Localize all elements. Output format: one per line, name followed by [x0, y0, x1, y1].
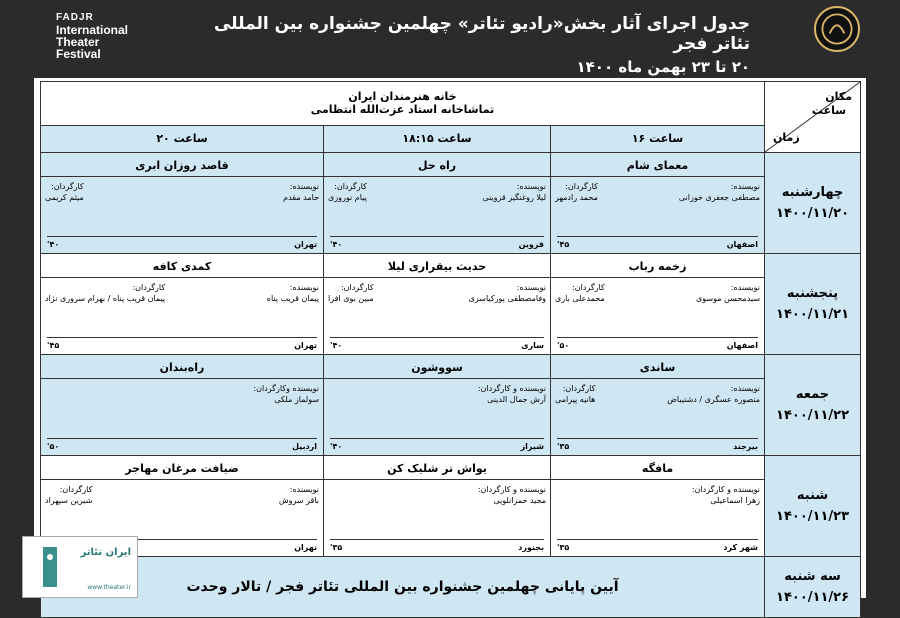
- writer-label: نویسنده و کارگردان:: [477, 485, 547, 494]
- show-title: یواش تر شلیک کن: [324, 456, 550, 480]
- schedule-title: [190, 14, 750, 76]
- iran-theater-watermark: [22, 536, 138, 598]
- day-date: ۱۴۰۰/۱۱/۲۶: [776, 590, 850, 605]
- corner-header: [765, 82, 861, 153]
- director-name: شیرین سپهراد: [45, 496, 93, 505]
- show-city: بیرجند: [733, 442, 759, 451]
- writer-name: سیدمحسن موسوی: [695, 294, 761, 303]
- day-name: جمعه: [795, 387, 830, 402]
- show-city: اصفهان: [726, 341, 759, 350]
- writer-label: نویسنده:: [289, 485, 320, 494]
- show-duration: ۳۵': [330, 543, 343, 552]
- show-city: شهر کرد: [723, 543, 759, 552]
- writer-name: آرش جمال الدینی: [487, 395, 547, 404]
- fadjr-festival-logo: [56, 12, 128, 60]
- day-cell: [765, 153, 861, 254]
- director-label: کارگردان:: [334, 182, 367, 191]
- day-row: [41, 254, 861, 355]
- director-label: کارگردان:: [51, 182, 84, 191]
- show-credits: [324, 278, 550, 308]
- show-credits: [324, 480, 550, 510]
- writer-label: نویسنده و کارگردان:: [477, 384, 547, 393]
- schedule-table: [40, 81, 861, 618]
- show-title: حدیث بیقراری لیلا: [324, 254, 550, 278]
- director-name: میثم کریمی: [45, 193, 84, 202]
- day-cell: [765, 254, 861, 355]
- day-cell: [765, 456, 861, 557]
- writer-name: مجید حمزانلویی: [493, 496, 547, 505]
- schedule-sheet: [34, 78, 866, 605]
- title-line-1: جدول اجرای آثار بخش«رادیو تئاتر» چهلمین جشنواره بین المللی تئاتر فجر: [213, 14, 750, 54]
- show-title: ضیافت مرغان مهاجر: [41, 456, 323, 480]
- director-name: پیام نوروزی: [328, 193, 367, 202]
- show-cell: [41, 254, 324, 355]
- show-title: راه حل: [324, 153, 550, 177]
- show-city: بجنورد: [518, 543, 545, 552]
- theater-mask-icon: [31, 542, 71, 592]
- show-cell: [551, 254, 765, 355]
- show-cell: [551, 355, 765, 456]
- day-date: ۱۴۰۰/۱۱/۲۲: [776, 408, 850, 423]
- writer-label: نویسنده:: [516, 182, 547, 191]
- show-credits: [324, 177, 550, 207]
- venue-name: خانه هنرمندان ایران: [348, 90, 457, 103]
- show-credits: [551, 480, 764, 510]
- writer-name: مصطفی جعفری خوزانی: [678, 193, 761, 202]
- show-city: قزوین: [518, 240, 545, 249]
- slot-20: ساعت ۲۰: [41, 125, 324, 152]
- writer-label: نویسنده:: [289, 283, 320, 292]
- show-title: کمدی کافه: [41, 254, 323, 278]
- show-footer: [330, 337, 544, 350]
- show-cell: [41, 153, 324, 254]
- show-title: مافگه: [551, 456, 764, 480]
- show-title: راه‌بندان: [41, 355, 323, 379]
- show-cell: [41, 355, 324, 456]
- show-duration: ۴۰': [47, 240, 60, 249]
- day-name: سه شنبه: [784, 569, 841, 584]
- show-duration: ۵۰': [47, 442, 60, 451]
- show-city: تهران: [294, 543, 318, 552]
- director-label: کارگردان:: [340, 283, 374, 292]
- closing-ceremony: آیین پایانی چهلمین جشنواره بین المللی تئاتر فجر / تالار وحدت: [41, 557, 765, 618]
- day-name: چهارشنبه: [781, 185, 844, 200]
- day-name: شنبه: [796, 488, 829, 503]
- slot-16: ساعت ۱۶: [551, 125, 765, 152]
- writer-label: نویسنده:: [730, 182, 761, 191]
- show-footer: [557, 438, 758, 451]
- director-label: کارگردان:: [562, 384, 596, 393]
- label-time: زمان: [773, 131, 800, 144]
- show-footer: [330, 539, 544, 552]
- director-label: کارگردان:: [565, 182, 598, 191]
- watermark-url: www.theater.ir: [87, 584, 131, 591]
- show-credits: [41, 278, 323, 308]
- writer-label: نویسنده:: [730, 283, 761, 292]
- show-duration: ۴۵': [557, 240, 570, 249]
- writer-label: نویسنده:: [516, 283, 547, 292]
- show-city: تهران: [294, 240, 318, 249]
- page-header: [0, 0, 900, 78]
- show-title: ساندی: [551, 355, 764, 379]
- show-duration: ۴۰': [330, 341, 343, 350]
- day-name: پنجشنبه: [786, 286, 839, 301]
- writer-name: منصوره عسگری / دشتیباض: [667, 395, 761, 404]
- writer-label: نویسنده:: [289, 182, 320, 191]
- writer-name: سولماز ملکی: [274, 395, 320, 404]
- show-credits: [551, 278, 764, 308]
- show-title: سووشون: [324, 355, 550, 379]
- label-hour: ساعت: [811, 104, 847, 117]
- show-cell: [324, 254, 551, 355]
- day-cell: [765, 557, 861, 618]
- show-duration: ۵۰': [557, 341, 570, 350]
- show-city: ساری: [521, 341, 545, 350]
- show-footer: [47, 337, 317, 350]
- director-label: کارگردان:: [132, 283, 166, 292]
- show-title: زخمه رباب: [551, 254, 764, 278]
- show-cell: [551, 153, 765, 254]
- logo-line-international: International: [56, 23, 129, 37]
- day-cell: [765, 355, 861, 456]
- show-credits: [41, 379, 323, 409]
- day-row: [41, 153, 861, 254]
- show-credits: [324, 379, 550, 409]
- director-name: محمدعلی باری: [555, 294, 605, 303]
- venue-header: [41, 82, 765, 126]
- show-footer: [330, 438, 544, 451]
- director-name: پیمان قریب پناه / بهرام سروری نژاد: [45, 294, 166, 303]
- writer-name: باقر سروش: [278, 496, 320, 505]
- show-cell: [324, 456, 551, 557]
- writer-name: زهرا اسماعیلی: [710, 496, 761, 505]
- show-duration: ۴۰': [330, 240, 343, 249]
- director-name: هانیه پیرامی: [555, 395, 596, 404]
- director-label: کارگردان:: [572, 283, 605, 292]
- writer-name: لیلا روغنگیر قزوینی: [482, 193, 547, 202]
- director-name: محمد رادمهر: [555, 193, 598, 202]
- label-place: مکان: [825, 90, 853, 103]
- show-credits: [551, 177, 764, 207]
- show-city: تهران: [294, 341, 318, 350]
- show-footer: [557, 337, 758, 350]
- closing-row: [41, 557, 861, 618]
- day-date: ۱۴۰۰/۱۱/۲۱: [776, 307, 850, 322]
- director-label: کارگردان:: [59, 485, 93, 494]
- show-city: اصفهان: [726, 240, 759, 249]
- show-cell: [324, 153, 551, 254]
- writer-name: وفامصطفی پورکیاسری: [468, 294, 547, 303]
- show-duration: ۳۵': [557, 442, 570, 451]
- writer-name: پیمان قریب پناه: [266, 294, 320, 303]
- writer-label: نویسنده:: [730, 384, 761, 393]
- title-line-2: ۲۰ تا ۲۳ بهمن ماه ۱۴۰۰: [576, 58, 750, 76]
- show-duration: ۴۰': [330, 442, 343, 451]
- show-city: شیراز: [520, 442, 545, 451]
- show-cell: [324, 355, 551, 456]
- show-footer: [47, 438, 317, 451]
- watermark-name: ایران تئاتر: [80, 547, 131, 558]
- show-footer: [47, 236, 317, 249]
- show-credits: [41, 480, 323, 510]
- day-date: ۱۴۰۰/۱۱/۲۰: [776, 206, 850, 221]
- venue-hall: تماشاخانه استاد عزت‌الله انتظامی: [310, 103, 495, 116]
- show-title: قاصد روزان ابری: [41, 153, 323, 177]
- writer-name: حامد مقدم: [283, 193, 320, 202]
- slot-1815: ساعت ۱۸:۱۵: [324, 125, 551, 152]
- writer-label: نویسنده وکارگردان:: [253, 384, 320, 393]
- day-row: [41, 355, 861, 456]
- show-duration: ۳۵': [557, 543, 570, 552]
- director-name: مبین بوی افزا: [328, 294, 374, 303]
- show-duration: ۴۵': [47, 341, 60, 350]
- festival-emblem-icon: [814, 6, 860, 52]
- day-row: [41, 456, 861, 557]
- show-title: معمای شام: [551, 153, 764, 177]
- writer-label: نویسنده و کارگردان:: [691, 485, 761, 494]
- logo-line-theater: Theater: [56, 35, 100, 49]
- show-credits: [551, 379, 764, 409]
- show-city: اردبیل: [292, 442, 318, 451]
- show-footer: [557, 539, 758, 552]
- show-footer: [330, 236, 544, 249]
- show-credits: [41, 177, 323, 207]
- logo-line-festival: Festival: [56, 47, 101, 61]
- logo-line-fadjr: FADJR: [56, 12, 94, 23]
- day-date: ۱۴۰۰/۱۱/۲۳: [776, 509, 850, 524]
- show-footer: [557, 236, 758, 249]
- show-cell: [551, 456, 765, 557]
